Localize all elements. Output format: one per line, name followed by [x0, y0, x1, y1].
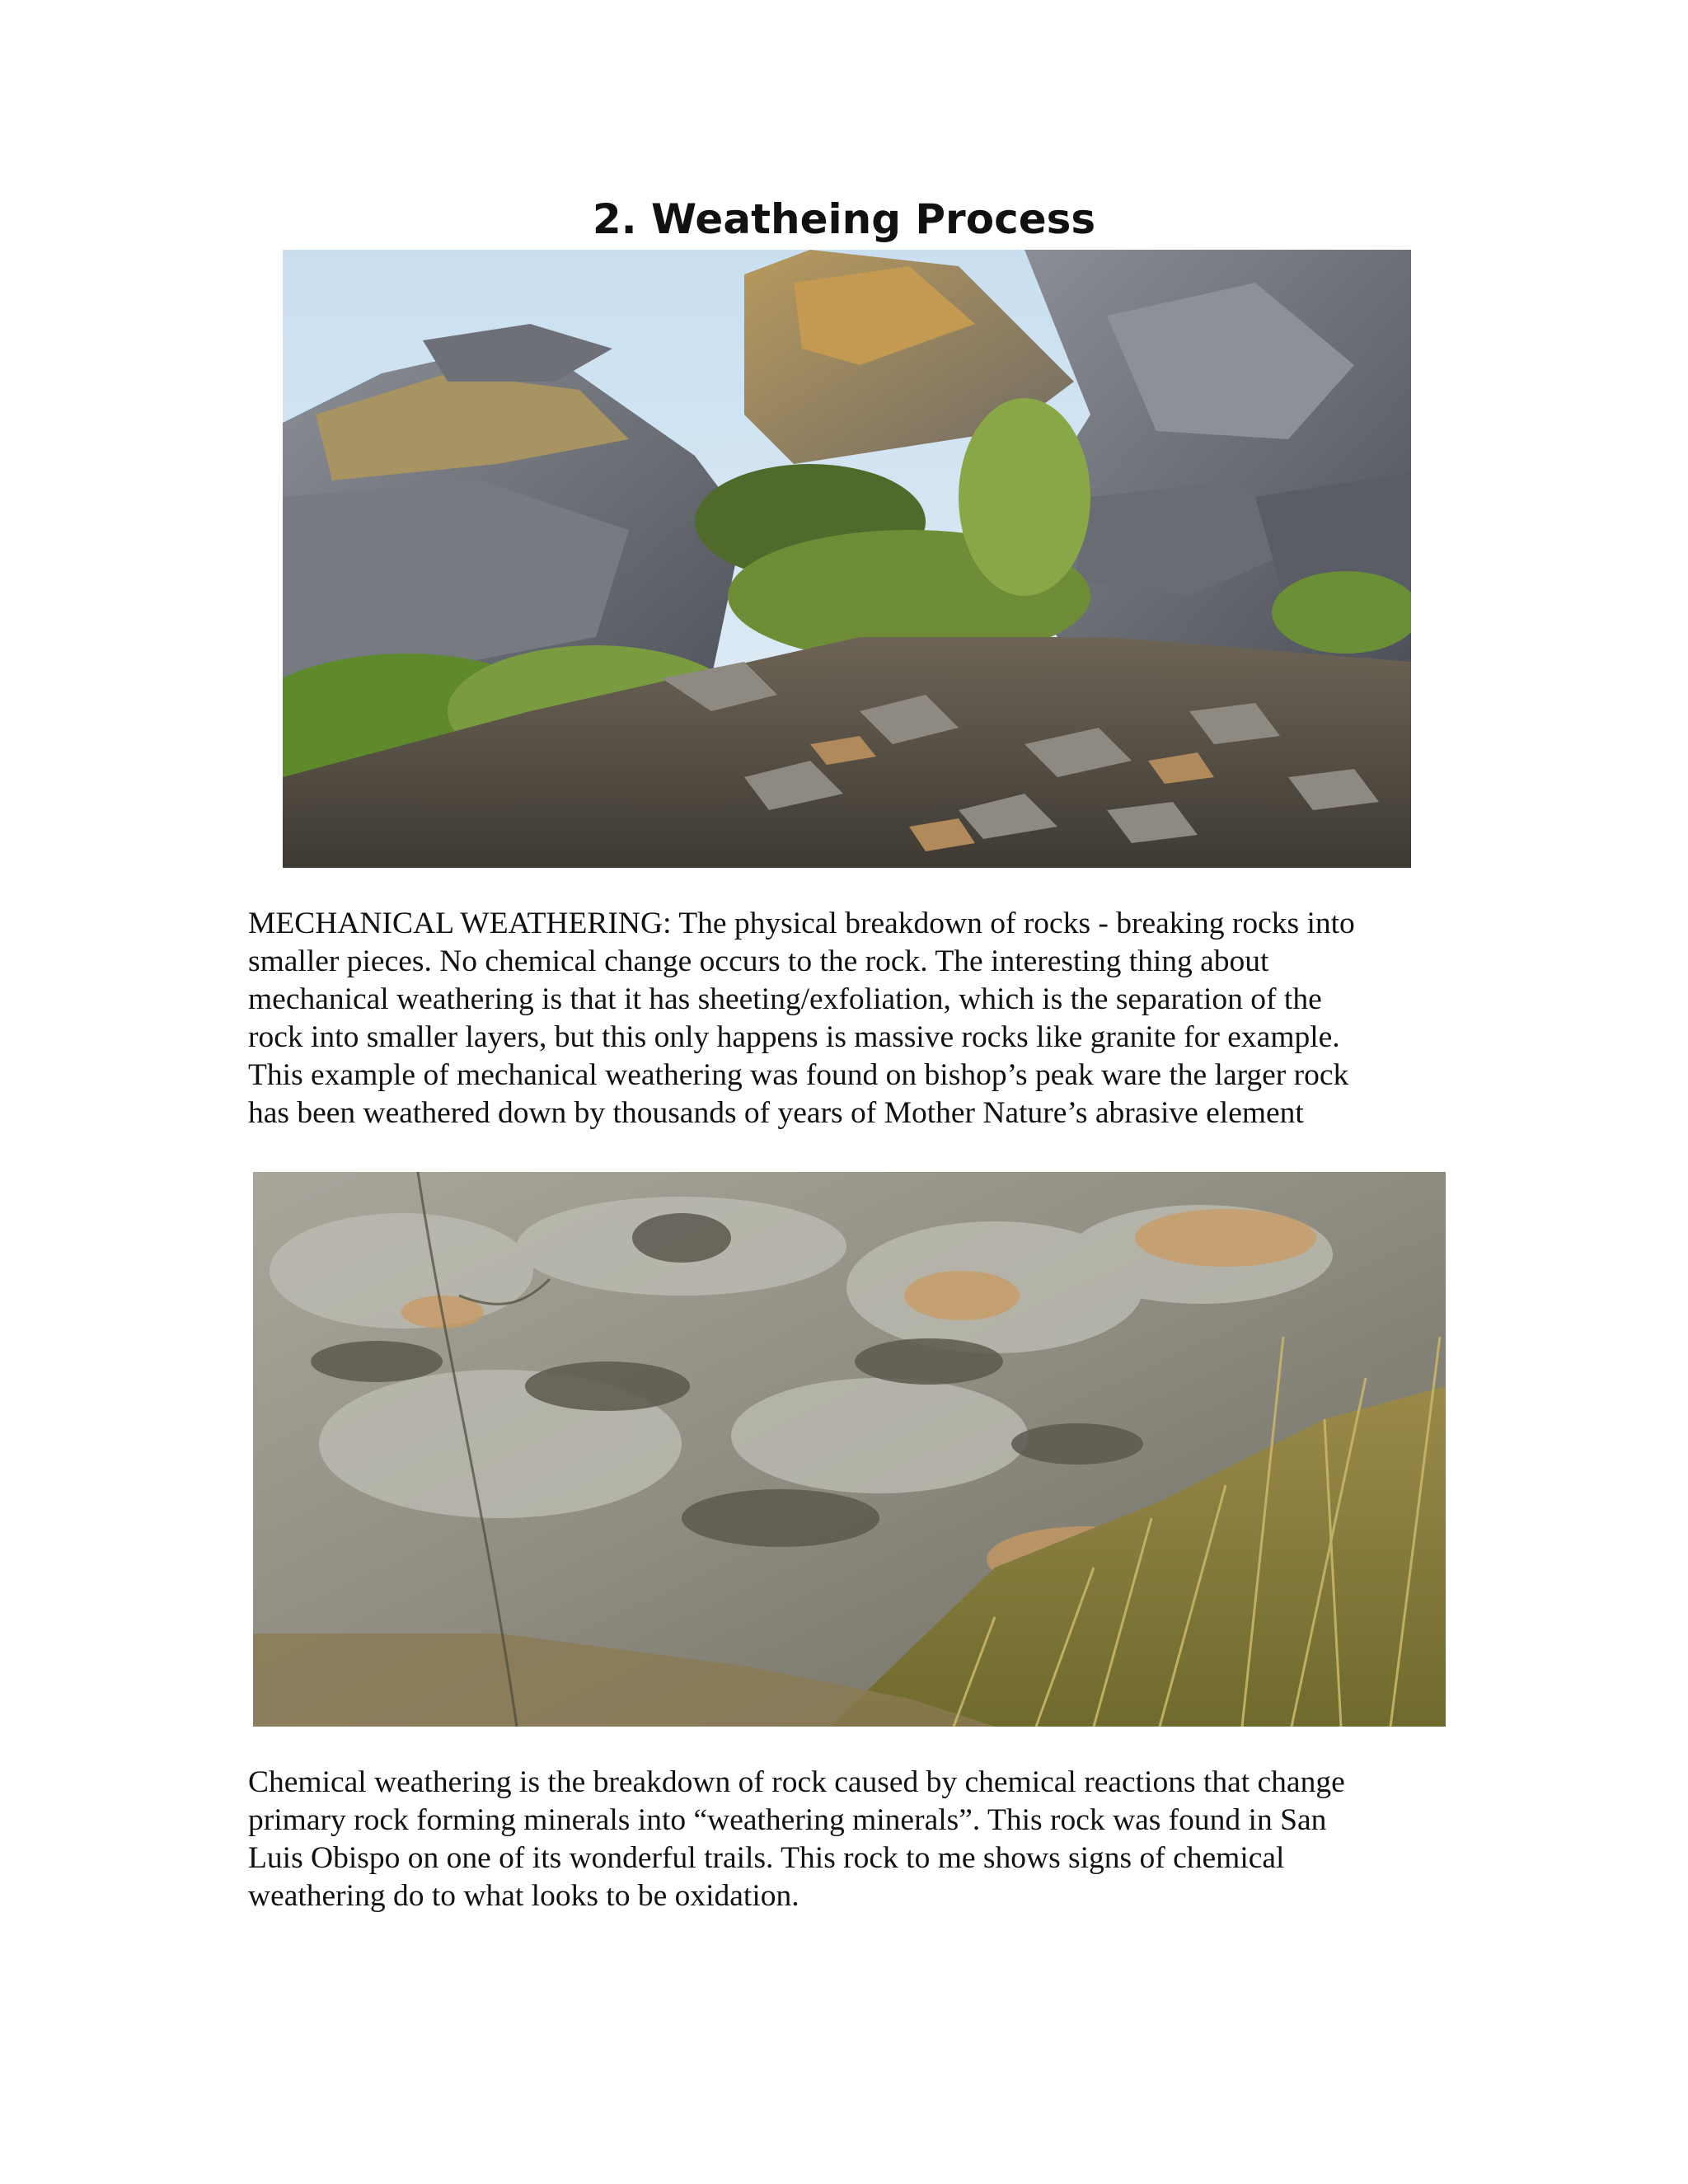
chemical-weathering-photo [253, 1172, 1446, 1727]
mechanical-weathering-photo [283, 250, 1411, 868]
chemical-weathering-paragraph: Chemical weathering is the breakdown of rock caused by chemical reactions that change primary rock forming minerals into “weathering minerals”. This rock was found in San Luis Obispo on one of its wonderful trails. This rock to me shows signs of chemical weathering do to what looks to be oxidation. [248, 1765, 1345, 1913]
page-title: 2. Weatheing Process [592, 195, 1096, 243]
mechanical-weathering-paragraph: MECHANICAL WEATHERING: The physical breakdown of rocks - breaking rocks into smaller pieces. No chemical change occurs to the rock. The interesting thing about mechanical weathering is that it has sheeting/exfoliation, which is the separation of the rock into smaller layers, but this only happens is massive rocks like granite for example. This example of mechanical weathering was found on bishop’s peak ware the larger rock has been weathered down by thousands of years of Mother Nature’s abrasive element [248, 907, 1355, 1130]
